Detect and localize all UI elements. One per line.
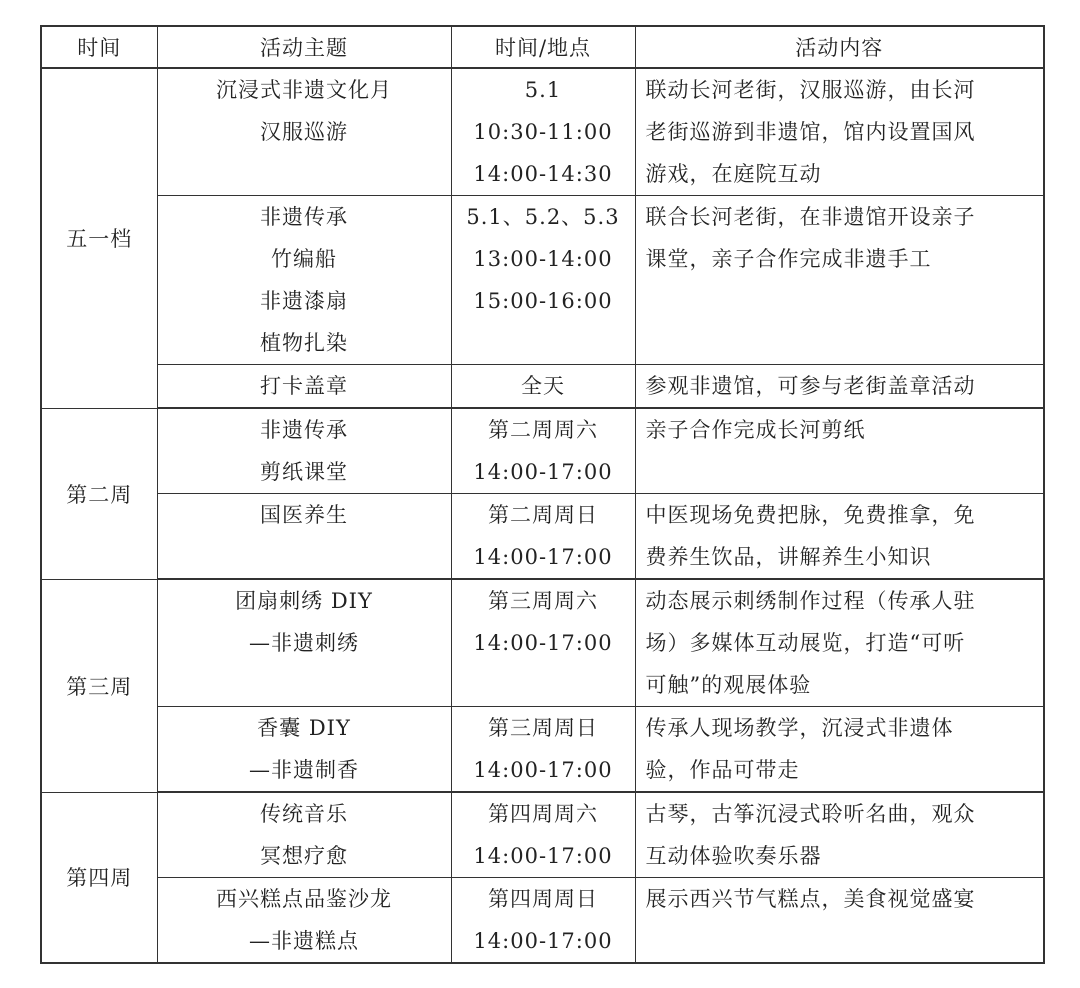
time-line: 14:00-17:00 <box>473 758 613 782</box>
content-line: 参观非遗馆，可参与老街盖章活动 <box>645 374 976 398</box>
time-line: 14:00-14:30 <box>473 162 613 186</box>
content-line: 验，作品可带走 <box>645 758 800 782</box>
content-cell <box>635 408 1044 494</box>
content-cell <box>635 365 1044 409</box>
time-line: 第二周周六 <box>488 418 598 442</box>
theme-cell <box>157 196 451 365</box>
theme-cell <box>157 408 451 494</box>
table-row <box>41 494 1044 580</box>
time-line: 14:00-17:00 <box>473 460 613 484</box>
header-content: 活动内容 <box>635 26 1044 68</box>
theme-line: 剪纸课堂 <box>260 460 348 484</box>
time-place-cell <box>451 196 635 365</box>
time-place-cell <box>451 365 635 409</box>
content-cell <box>635 878 1044 964</box>
theme-cell <box>157 707 451 793</box>
theme-line: 冥想疗愈 <box>260 844 348 868</box>
time-place-cell <box>451 792 635 878</box>
table-row <box>41 365 1044 409</box>
content-line: 场）多媒体互动展览，打造“可听 <box>645 631 966 655</box>
theme-line: 团扇刺绣 DIY <box>235 589 373 613</box>
content-line: 费养生饮品，讲解养生小知识 <box>645 545 932 569</box>
theme-line: —非遗刺绣 <box>249 631 359 655</box>
schedule-table <box>40 25 1045 964</box>
table-body <box>41 68 1044 963</box>
time-place-cell <box>451 579 635 707</box>
content-cell <box>635 707 1044 793</box>
content-line: 互动体验吹奏乐器 <box>645 844 822 868</box>
content-line: 联动长河老街，汉服巡游，由长河 <box>645 78 976 102</box>
theme-cell <box>157 792 451 878</box>
period-cell: 第四周 <box>41 792 157 963</box>
table-row <box>41 196 1044 365</box>
time-line: 14:00-17:00 <box>473 929 613 953</box>
time-line: 第二周周日 <box>488 503 598 527</box>
content-line: 联合长河老街，在非遗馆开设亲子 <box>645 205 976 229</box>
content-cell <box>635 494 1044 580</box>
content-line: 亲子合作完成长河剪纸 <box>645 418 866 442</box>
period-cell: 第二周 <box>41 408 157 579</box>
header-time: 时间 <box>41 26 157 68</box>
time-line: 14:00-17:00 <box>473 844 613 868</box>
time-line: 第三周周日 <box>488 716 598 740</box>
time-line: 10:30-11:00 <box>473 120 613 144</box>
theme-line: 打卡盖章 <box>260 374 348 398</box>
content-cell <box>635 68 1044 196</box>
content-line: 课堂，亲子合作完成非遗手工 <box>645 247 932 271</box>
theme-line: 西兴糕点品鉴沙龙 <box>216 887 392 911</box>
theme-cell <box>157 494 451 580</box>
theme-line: —非遗糕点 <box>249 929 359 953</box>
period-cell: 五一档 <box>41 68 157 408</box>
time-place-cell <box>451 878 635 964</box>
time-line: 13:00-14:00 <box>473 247 613 271</box>
content-line: 游戏，在庭院互动 <box>645 162 822 186</box>
theme-line: 汉服巡游 <box>260 120 348 144</box>
time-place-cell <box>451 494 635 580</box>
theme-line: 非遗漆扇 <box>260 289 348 313</box>
theme-cell <box>157 365 451 409</box>
theme-cell <box>157 878 451 964</box>
time-line: 第四周周六 <box>488 802 598 826</box>
table-row <box>41 792 1044 878</box>
time-place-cell <box>451 707 635 793</box>
theme-cell <box>157 68 451 196</box>
time-place-cell <box>451 408 635 494</box>
content-line: 中医现场免费把脉，免费推拿，免 <box>645 503 976 527</box>
content-line: 展示西兴节气糕点，美食视觉盛宴 <box>645 887 976 911</box>
header-time-place: 时间/地点 <box>451 26 635 68</box>
time-line: 15:00-16:00 <box>473 289 613 313</box>
time-line: 第四周周日 <box>488 887 598 911</box>
time-line: 5.1 <box>524 78 562 102</box>
header-theme: 活动主题 <box>157 26 451 68</box>
content-cell <box>635 792 1044 878</box>
theme-line: 香囊 DIY <box>257 716 351 740</box>
table-row <box>41 408 1044 494</box>
content-cell <box>635 196 1044 365</box>
content-line: 古琴，古筝沉浸式聆听名曲，观众 <box>645 802 976 826</box>
content-line: 动态展示刺绣制作过程（传承人驻 <box>645 589 976 613</box>
time-line: 全天 <box>521 374 565 398</box>
theme-line: 非遗传承 <box>260 205 348 229</box>
theme-line: 竹编船 <box>271 247 337 271</box>
theme-line: 沉浸式非遗文化月 <box>216 78 392 102</box>
content-line: 可触”的观展体验 <box>645 673 812 697</box>
theme-line: 国医养生 <box>260 503 348 527</box>
theme-line: 非遗传承 <box>260 418 348 442</box>
content-cell <box>635 579 1044 707</box>
period-cell: 第三周 <box>41 579 157 792</box>
time-line: 14:00-17:00 <box>473 545 613 569</box>
table-row <box>41 68 1044 196</box>
theme-line: 植物扎染 <box>260 331 348 355</box>
time-line: 第三周周六 <box>488 589 598 613</box>
table-row <box>41 707 1044 793</box>
content-line: 老街巡游到非遗馆，馆内设置国风 <box>645 120 976 144</box>
table-row <box>41 579 1044 707</box>
table-row <box>41 878 1044 964</box>
theme-line: 传统音乐 <box>260 802 348 826</box>
time-line: 14:00-17:00 <box>473 631 613 655</box>
content-line: 传承人现场教学，沉浸式非遗体 <box>645 716 954 740</box>
theme-cell <box>157 579 451 707</box>
theme-line: —非遗制香 <box>249 758 359 782</box>
time-place-cell <box>451 68 635 196</box>
time-line: 5.1、5.2、5.3 <box>466 205 620 229</box>
header-row <box>41 26 1044 68</box>
